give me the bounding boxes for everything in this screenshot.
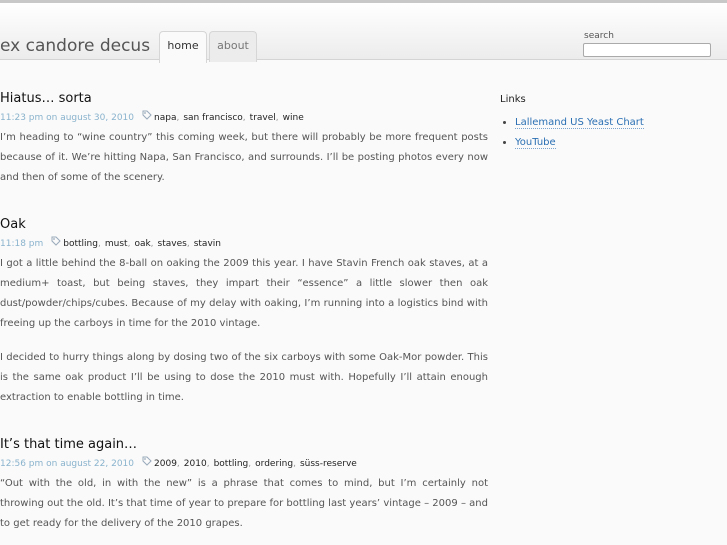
post (0, 91, 488, 188)
post-meta (0, 236, 488, 250)
tag-link[interactable]: süss-reserve (299, 459, 357, 469)
tag-separator: , (176, 113, 180, 123)
sidebar (500, 93, 720, 153)
post-body (0, 474, 488, 534)
post-meta (0, 110, 488, 124)
tag-separator: , (97, 239, 101, 249)
post (0, 217, 488, 408)
list-item (515, 133, 720, 153)
post-date[interactable]: 11:23 pm on august 30, 2010 (0, 113, 135, 123)
link-youtube[interactable]: YouTube (515, 137, 556, 148)
post (0, 437, 488, 534)
post-meta (0, 456, 488, 470)
sidebar-title: Links (500, 94, 526, 105)
tag-icon (142, 456, 152, 471)
tag-link[interactable]: 2010 (183, 459, 207, 469)
post-title[interactable]: It’s that time again… (0, 437, 138, 452)
post-title[interactable]: Hiatus… sorta (0, 91, 92, 106)
tag-separator: , (127, 239, 131, 249)
tag-link[interactable]: san francisco (183, 113, 243, 123)
post-paragraph: “Out with the old, in with the new” is a phrase that comes to mind, but I’m certainly not throwing out the old. It’s that time of year to prepare for bottling last years’ vintage – 2009 – and to get ready for the delivery of the 2010 grapes. (0, 478, 488, 529)
list-item (515, 113, 720, 133)
tag-icon (142, 110, 152, 125)
tag-link[interactable]: ordering (255, 459, 294, 469)
tag-separator: , (242, 113, 246, 123)
post-title[interactable]: Oak (0, 217, 26, 232)
tag-separator: , (186, 239, 190, 249)
post-paragraph: I decided to hurry things along by dosing two of the six carboys with some Oak-Mor powder. This is the same oak product I’ll be using to dose the 2010 must with. Hopefully I’ll attain enough extraction to enable bottling in time. (0, 352, 488, 403)
header (0, 3, 727, 60)
tag-link[interactable]: staves (157, 239, 187, 249)
post-paragraph: I’m heading to “wine country” this coming week, but there will probably be more frequent posts because of it. We’re hitting Napa, San Francisco, and surrounds. I’ll be posting photos every now and then of some of the scenery. (0, 132, 488, 183)
tab-home[interactable]: home (159, 31, 207, 63)
search-label: search (584, 31, 614, 41)
tag-link[interactable]: must (104, 239, 128, 249)
tab-about[interactable]: about (209, 31, 257, 62)
tag-separator: , (150, 239, 154, 249)
post-body (0, 128, 488, 188)
tag-link[interactable]: oak (134, 239, 151, 249)
search-input[interactable] (583, 43, 711, 57)
tag-separator: , (248, 459, 252, 469)
tag-link[interactable]: bottling (63, 239, 98, 249)
post-date[interactable]: 11:18 pm (0, 239, 44, 249)
links-list (500, 113, 720, 153)
tag-link[interactable]: 2009 (154, 459, 177, 469)
post-date[interactable]: 12:56 pm on august 22, 2010 (0, 459, 135, 469)
post-paragraph: I got a little behind the 8-ball on oaking the 2009 this year. I have Stavin French oak staves, at a medium+ toast, but being staves, they impart their “essence” a little slower then oak dust/powder/chips/cubes. Because of my delay with oaking, I’m running into a logistics bind with freeing up the carboys in time for the 2010 vintage. (0, 258, 488, 329)
tag-separator: , (275, 113, 279, 123)
link-lallemand-yeast-chart[interactable]: Lallemand US Yeast Chart (515, 117, 644, 128)
post-body (0, 254, 488, 408)
tag-link[interactable]: bottling (213, 459, 249, 469)
tag-icon (51, 236, 61, 251)
tag-link[interactable]: napa (154, 113, 177, 123)
tag-link[interactable]: wine (282, 113, 304, 123)
tag-separator: , (293, 459, 296, 469)
tag-separator: , (206, 459, 210, 469)
tag-separator: , (176, 459, 180, 469)
site-title[interactable]: ex candore decus (0, 36, 151, 56)
tag-link[interactable]: stavin (193, 239, 221, 249)
tag-link[interactable]: travel (249, 113, 276, 123)
